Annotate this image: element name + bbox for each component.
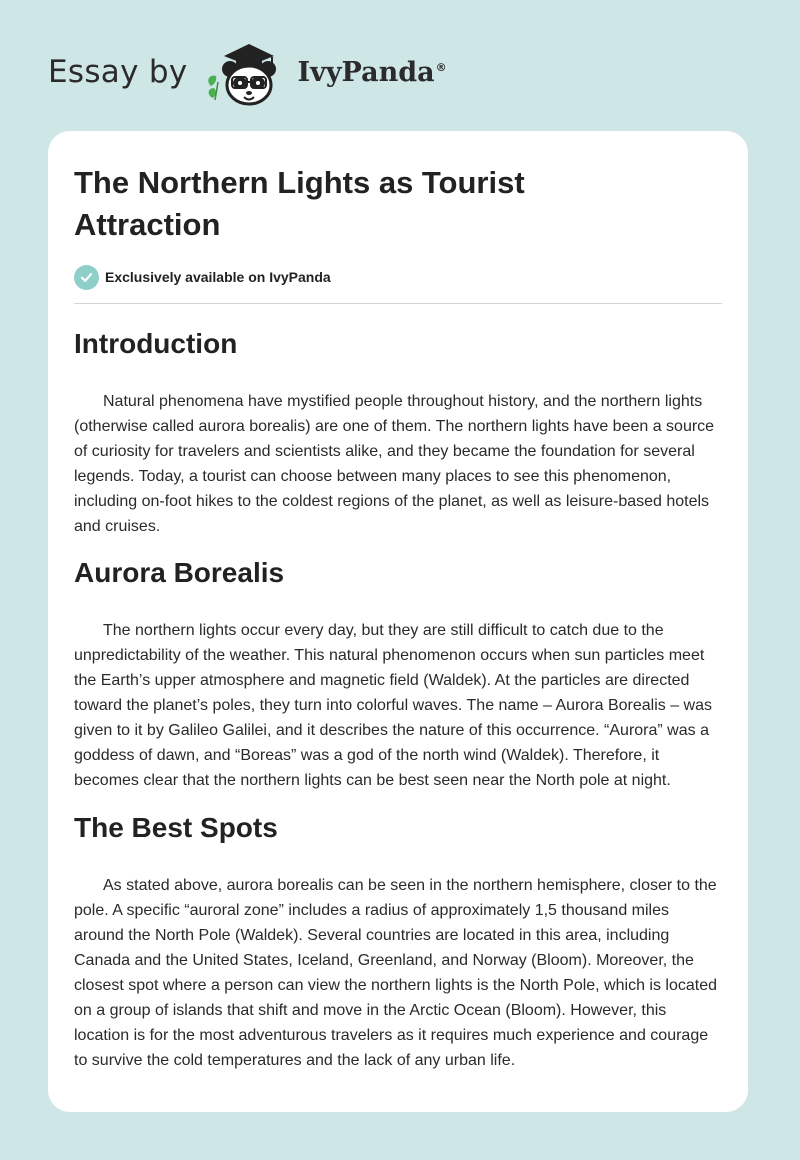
check-icon — [74, 265, 99, 290]
section-heading-introduction: Introduction — [74, 328, 238, 359]
divider — [74, 303, 722, 304]
brand-name — [298, 57, 447, 88]
section-heading-best-spots: The Best Spots — [74, 812, 278, 843]
ivy-leaf-icon — [208, 76, 216, 86]
exclusive-badge — [74, 264, 722, 290]
brand-name-text: IvyPanda — [297, 56, 435, 88]
essay-card — [48, 131, 748, 1112]
exclusive-label: Exclusively available on IvyPanda — [105, 269, 331, 285]
section-paragraph-aurora-borealis: The northern lights occur every day, but they are still difficult to catch due to the unpredictability of the weather. This natural phenomenon occurs when sun particles meet the Earth’s upper atmosphere and magnetic field (Waldek). At the particles are directed toward the planet’s poles, they turn into colorful waves. The name – Aurora Borealis – was given to it by Galileo Galilei, and it describes the nature of this occurrence. “Aurora” was a goddess of dawn, and “Boreas” was a god of the north wind (Waldek). Therefore, it becomes clear that the northern lights can be best seen near the North pole at night. — [74, 622, 712, 789]
panda-graduate-icon — [202, 36, 294, 108]
section-paragraph-introduction: Natural phenomena have mystified people throughout history, and the northern lights (otherwise called aurora borealis) are one of them. The northern lights have been a source of curiosity for travelers and scientists alike, and they became the foundation for several legends. Today, a tourist can choose between many places to see this phenomenon, including on-foot hikes to the coldest regions of the planet, as well as leisure-based hotels and cruises. — [74, 393, 715, 535]
section-paragraph-best-spots: As stated above, aurora borealis can be seen in the northern hemisphere, closer to the pole. A specific “auroral zone” includes a radius of approximately 1,5 thousand miles around the North Pole (Waldek). Several countries are located in this area, including Canada and the United States, Iceland, Greenland, and Norway (Bloom). Moreover, the closest spot where a person can view the northern lights is the North Pole, which is located on a group of islands that shift and move in the Arctic Ocean (Bloom). However, this location is for the most adventurous travelers as it requires much experience and courage to survive the cold temperatures and the lack of any urban life. — [74, 877, 717, 1069]
brand-prefix: Essay by — [48, 54, 188, 90]
essay-title: The Northern Lights as Tourist Attraction — [74, 165, 525, 242]
site-brand[interactable] — [48, 36, 447, 108]
section-heading-aurora-borealis: Aurora Borealis — [74, 557, 285, 588]
registered-mark: ® — [435, 60, 447, 74]
